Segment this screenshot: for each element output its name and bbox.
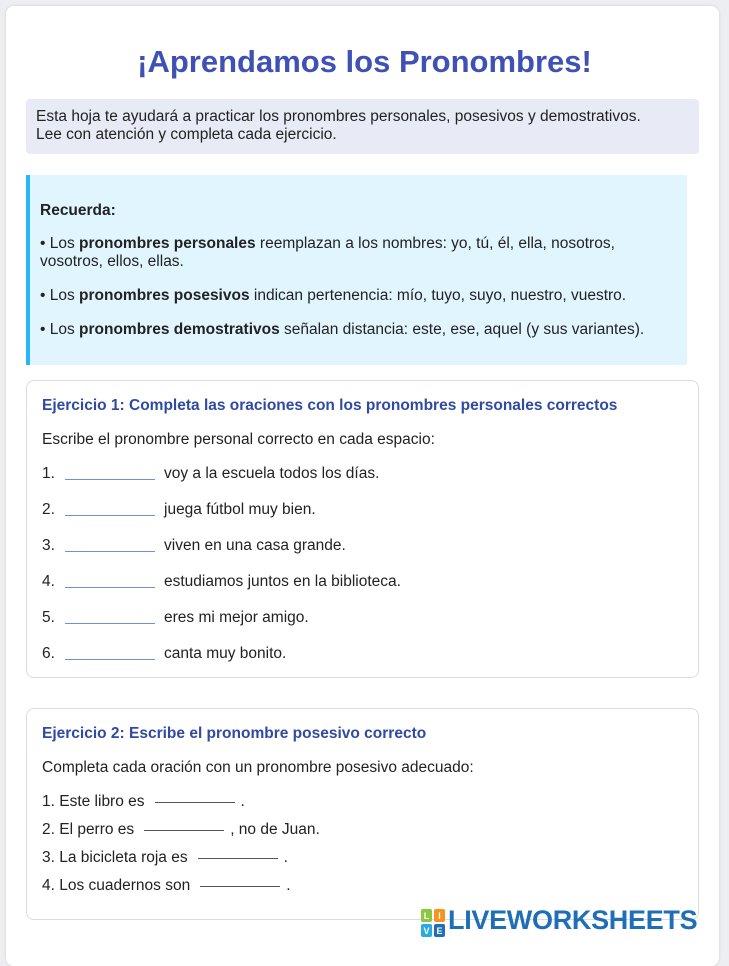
item-number: 5. — [42, 609, 55, 626]
exercise-1-item — [42, 537, 642, 557]
exercise-2-card — [26, 708, 699, 920]
item-text: estudiamos juntos en la biblioteca. — [164, 573, 401, 590]
item-text: viven en una casa grande. — [164, 537, 346, 554]
item-text: eres mi mejor amigo. — [164, 609, 309, 626]
exercise-1-item — [42, 465, 642, 485]
answer-blank[interactable] — [65, 479, 155, 480]
reminder-text: reemplazan a los nombres: yo, tú, él, ella, nosotros, vosotros, ellos, ellas. — [40, 235, 615, 270]
item-text-after: . — [240, 793, 245, 810]
svg-text:I: I — [438, 911, 441, 921]
exercise-1-item — [42, 609, 642, 629]
answer-blank[interactable] — [200, 886, 280, 887]
exercise-1-item — [42, 501, 642, 521]
item-text-after: . — [283, 849, 288, 866]
item-number: 2. — [42, 501, 55, 518]
logo-wordmark: LIVEWORKSHEETS — [448, 905, 698, 935]
reminder-item-posesivos — [40, 287, 670, 305]
item-number: 3. — [42, 537, 55, 554]
reminder-prefix: • Los — [40, 321, 80, 338]
answer-blank[interactable] — [65, 551, 155, 552]
reminder-prefix: • Los — [40, 287, 80, 304]
item-text-after: , no de Juan. — [230, 821, 320, 838]
exercise-2-item — [42, 877, 642, 897]
liveworksheets-logo[interactable] — [421, 905, 721, 939]
item-text: 3. La bicicleta roja es — [42, 849, 188, 866]
reminder-term: pronombres posesivos — [79, 287, 250, 304]
exercise-1-item — [42, 645, 642, 665]
exercise-1-item — [42, 573, 642, 593]
exercise-2-item — [42, 821, 642, 841]
reminder-item-demostrativos — [40, 321, 670, 339]
intro-line-1: Esta hoja te ayudará a practicar los pronombres personales, posesivos y demostrativos. — [36, 108, 641, 125]
reminder-title: Recuerda: — [40, 202, 116, 219]
item-text: 1. Este libro es — [42, 793, 145, 810]
exercise-1-card — [26, 380, 699, 678]
item-text: canta muy bonito. — [164, 645, 287, 662]
live-logo-icon — [421, 909, 445, 937]
answer-blank[interactable] — [65, 587, 155, 588]
item-text: voy a la escuela todos los días. — [164, 465, 380, 482]
exercise-2-item — [42, 793, 642, 813]
reminder-term: pronombres personales — [79, 235, 256, 252]
page-title: ¡Aprendamos los Pronombres! — [137, 44, 592, 79]
intro-line-2: Lee con atención y completa cada ejercicio. — [36, 126, 337, 143]
item-text: juega fútbol muy bien. — [164, 501, 316, 518]
exercise-1-instruction: Escribe el pronombre personal correcto en cada espacio: — [42, 431, 435, 448]
answer-blank[interactable] — [198, 858, 278, 859]
exercise-2-instruction: Completa cada oración con un pronombre posesivo adecuado: — [42, 759, 474, 776]
item-text: 4. Los cuadernos son — [42, 877, 191, 894]
item-text-after: . — [286, 877, 291, 894]
reminder-prefix: • Los — [40, 235, 80, 252]
answer-blank[interactable] — [65, 659, 155, 660]
exercise-2-item — [42, 849, 642, 869]
svg-text:E: E — [436, 926, 443, 936]
reminder-item-personales — [40, 235, 670, 271]
item-text: 2. El perro es — [42, 821, 135, 838]
answer-blank[interactable] — [144, 830, 224, 831]
exercise-2-title: Ejercicio 2: Escribe el pronombre posesivo correcto — [42, 725, 427, 742]
reminder-text: indican pertenencia: mío, tuyo, suyo, nuestro, vuestro. — [249, 287, 627, 304]
intro-box — [26, 99, 699, 154]
answer-blank[interactable] — [155, 802, 235, 803]
exercise-1-title: Ejercicio 1: Completa las oraciones con los pronombres personales correctos — [42, 397, 618, 414]
reminder-text: señalan distancia: este, ese, aquel (y sus variantes). — [279, 321, 645, 338]
answer-blank[interactable] — [65, 515, 155, 516]
item-number: 1. — [42, 465, 55, 482]
svg-text:L: L — [423, 911, 430, 921]
reminder-box — [26, 175, 687, 365]
answer-blank[interactable] — [65, 623, 155, 624]
svg-text:V: V — [423, 926, 430, 936]
item-number: 4. — [42, 573, 55, 590]
reminder-term: pronombres demostrativos — [79, 321, 280, 338]
item-number: 6. — [42, 645, 55, 662]
